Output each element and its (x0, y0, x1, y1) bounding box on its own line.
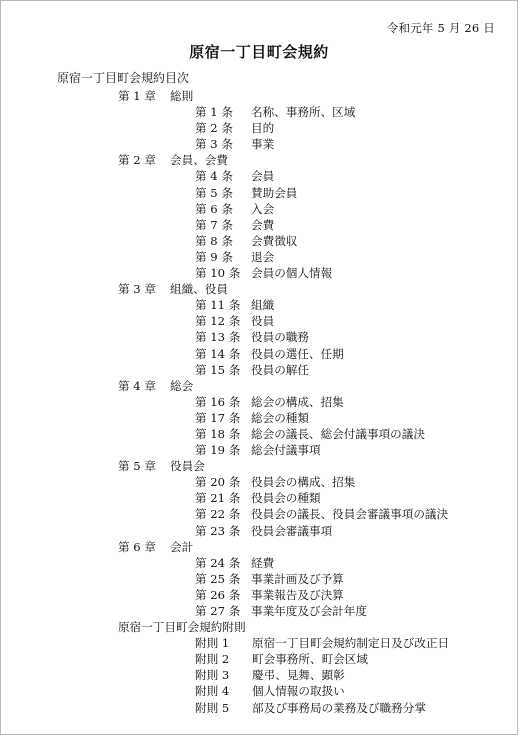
article-row-title: 会員の個人情報 (251, 266, 333, 281)
supplementary-row (1, 667, 517, 683)
article-row-title: 会員 (251, 169, 275, 184)
supplementary-row-number: 附則 5 (195, 700, 230, 715)
chapter-row-number: 第 4 章 (118, 378, 156, 393)
article-row-title: 総会の議長、総会付議事項の議決 (251, 426, 425, 441)
article-row-title: 役員会の構成、招集 (251, 475, 356, 490)
article-row (1, 120, 517, 136)
article-row-number: 第 10 条 (195, 266, 241, 281)
article-row (1, 474, 517, 490)
article-row (1, 410, 517, 426)
article-row (1, 136, 517, 152)
article-row-title: 役員の選任、任期 (251, 346, 344, 361)
chapter-row-number: 第 2 章 (118, 153, 156, 168)
article-row (1, 217, 517, 233)
toc-heading: 原宿一丁目町会規約目次 (57, 71, 190, 85)
chapter-row (1, 152, 517, 168)
article-row-number: 第 17 条 (195, 410, 241, 425)
article-row (1, 506, 517, 522)
article-row (1, 571, 517, 587)
chapter-row-title: 総則 (170, 89, 194, 103)
article-row-number: 第 5 条 (195, 185, 233, 200)
article-row-number: 第 9 条 (195, 249, 233, 264)
article-row-title: 経費 (251, 555, 275, 570)
article-row-title: 総会付議事項 (251, 443, 321, 458)
article-row-number: 第 18 条 (195, 426, 241, 441)
supplementary-row-number: 附則 4 (195, 684, 230, 699)
article-row-number: 第 19 条 (195, 443, 241, 458)
article-row (1, 297, 517, 313)
chapter-row-title: 組織、役員 (170, 282, 228, 297)
supplementary-row-number: 附則 3 (195, 668, 230, 683)
article-row (1, 394, 517, 410)
article-row-title: 事業 (251, 137, 275, 152)
document-date: 令和元年 5 月 26 日 (386, 21, 495, 35)
article-row-number: 第 14 条 (195, 346, 241, 361)
article-row (1, 346, 517, 362)
article-row-number: 第 1 条 (195, 105, 233, 120)
chapter-row-number: 第 3 章 (118, 282, 156, 297)
article-row-number: 第 15 条 (195, 362, 241, 377)
article-row (1, 201, 517, 217)
article-row (1, 523, 517, 539)
table-of-contents (1, 88, 517, 716)
article-row (1, 490, 517, 506)
article-row-title: 役員会審議事項 (251, 523, 333, 538)
supplementary-row (1, 700, 517, 716)
article-row-title: 役員の解任 (251, 362, 309, 377)
article-row-title: 役員 (251, 314, 275, 329)
article-row-title: 事業計画及び予算 (251, 571, 344, 586)
article-row-title: 事業報告及び決算 (251, 587, 344, 602)
article-row (1, 603, 517, 619)
chapter-row-number: 第 5 章 (118, 459, 156, 474)
supplementary-row-title: 慶弔、見舞、顕彰 (252, 668, 345, 683)
article-row-number: 第 27 条 (195, 604, 241, 618)
article-row-title: 役員会の議長、役員会審議事項の議決 (251, 507, 449, 522)
article-row-number: 第 25 条 (195, 571, 241, 586)
article-row-number: 第 24 条 (195, 555, 241, 570)
article-row-title: 入会 (251, 201, 275, 216)
supplementary-row-title: 町会事務所、町会区域 (252, 652, 368, 667)
article-row-number: 第 6 条 (195, 201, 233, 216)
article-row (1, 442, 517, 458)
supplementary-row-title: 原宿一丁目町会規約制定日及び改正日 (252, 636, 450, 651)
article-row-title: 役員会の種類 (251, 491, 321, 506)
article-row-title: 組織 (251, 298, 275, 313)
chapter-row-number: 第 1 章 (118, 89, 156, 103)
chapter-row (1, 539, 517, 555)
chapter-row (1, 378, 517, 394)
chapter-row-title: 会員、会費 (170, 153, 228, 168)
article-row-title: 会費 (251, 217, 275, 232)
supplementary-row (1, 651, 517, 667)
chapter-row-title: 総会 (170, 378, 194, 393)
article-row-number: 第 4 条 (195, 169, 233, 184)
article-row-number: 第 20 条 (195, 475, 241, 490)
article-row (1, 249, 517, 265)
article-row (1, 555, 517, 571)
article-row-number: 第 22 条 (195, 507, 241, 522)
article-row-title: 賛助会員 (251, 185, 298, 200)
article-row (1, 587, 517, 603)
chapter-row (1, 88, 517, 104)
article-row-title: 目的 (251, 121, 275, 136)
document-title: 原宿一丁目町会規約 (189, 43, 329, 61)
article-row (1, 362, 517, 378)
article-row (1, 265, 517, 281)
article-row (1, 329, 517, 345)
supplementary-row-number: 附則 1 (195, 636, 230, 651)
article-row-number: 第 8 条 (195, 233, 233, 248)
article-row (1, 426, 517, 442)
chapter-row-title: 会計 (170, 539, 194, 554)
supplementary-row (1, 635, 517, 651)
article-row-title: 名称、事務所、区域 (251, 105, 356, 120)
article-row-number: 第 16 条 (195, 394, 241, 409)
supplementary-heading-title: 原宿一丁目町会規約附則 (118, 620, 246, 635)
article-row-number: 第 7 条 (195, 217, 233, 232)
article-row (1, 168, 517, 184)
supplementary-row-number: 附則 2 (195, 652, 230, 667)
article-row-title: 退会 (251, 249, 275, 264)
article-row-number: 第 26 条 (195, 587, 241, 602)
article-row-number: 第 13 条 (195, 330, 241, 345)
chapter-row (1, 458, 517, 474)
article-row-number: 第 3 条 (195, 137, 233, 152)
article-row (1, 104, 517, 120)
supplementary-row (1, 683, 517, 699)
article-row-number: 第 21 条 (195, 491, 241, 506)
article-row-number: 第 23 条 (195, 523, 241, 538)
article-row-number: 第 12 条 (195, 314, 241, 329)
chapter-row-title: 役員会 (170, 459, 205, 474)
article-row (1, 233, 517, 249)
chapter-row (1, 281, 517, 297)
article-row-title: 総会の種類 (251, 410, 309, 425)
supplementary-row-title: 部及び事務局の業務及び職務分掌 (252, 700, 426, 715)
article-row-title: 総会の構成、招集 (251, 394, 344, 409)
supplementary-heading (1, 619, 517, 635)
article-row-number: 第 11 条 (195, 298, 241, 313)
chapter-row-number: 第 6 章 (118, 539, 156, 554)
article-row-title: 事業年度及び会計年度 (251, 604, 367, 618)
article-row-title: 役員の職務 (251, 330, 309, 345)
article-row-number: 第 2 条 (195, 121, 233, 136)
article-row (1, 313, 517, 329)
article-row-title: 会費徴収 (251, 233, 298, 248)
article-row (1, 185, 517, 201)
supplementary-row-title: 個人情報の取扱い (252, 684, 345, 699)
